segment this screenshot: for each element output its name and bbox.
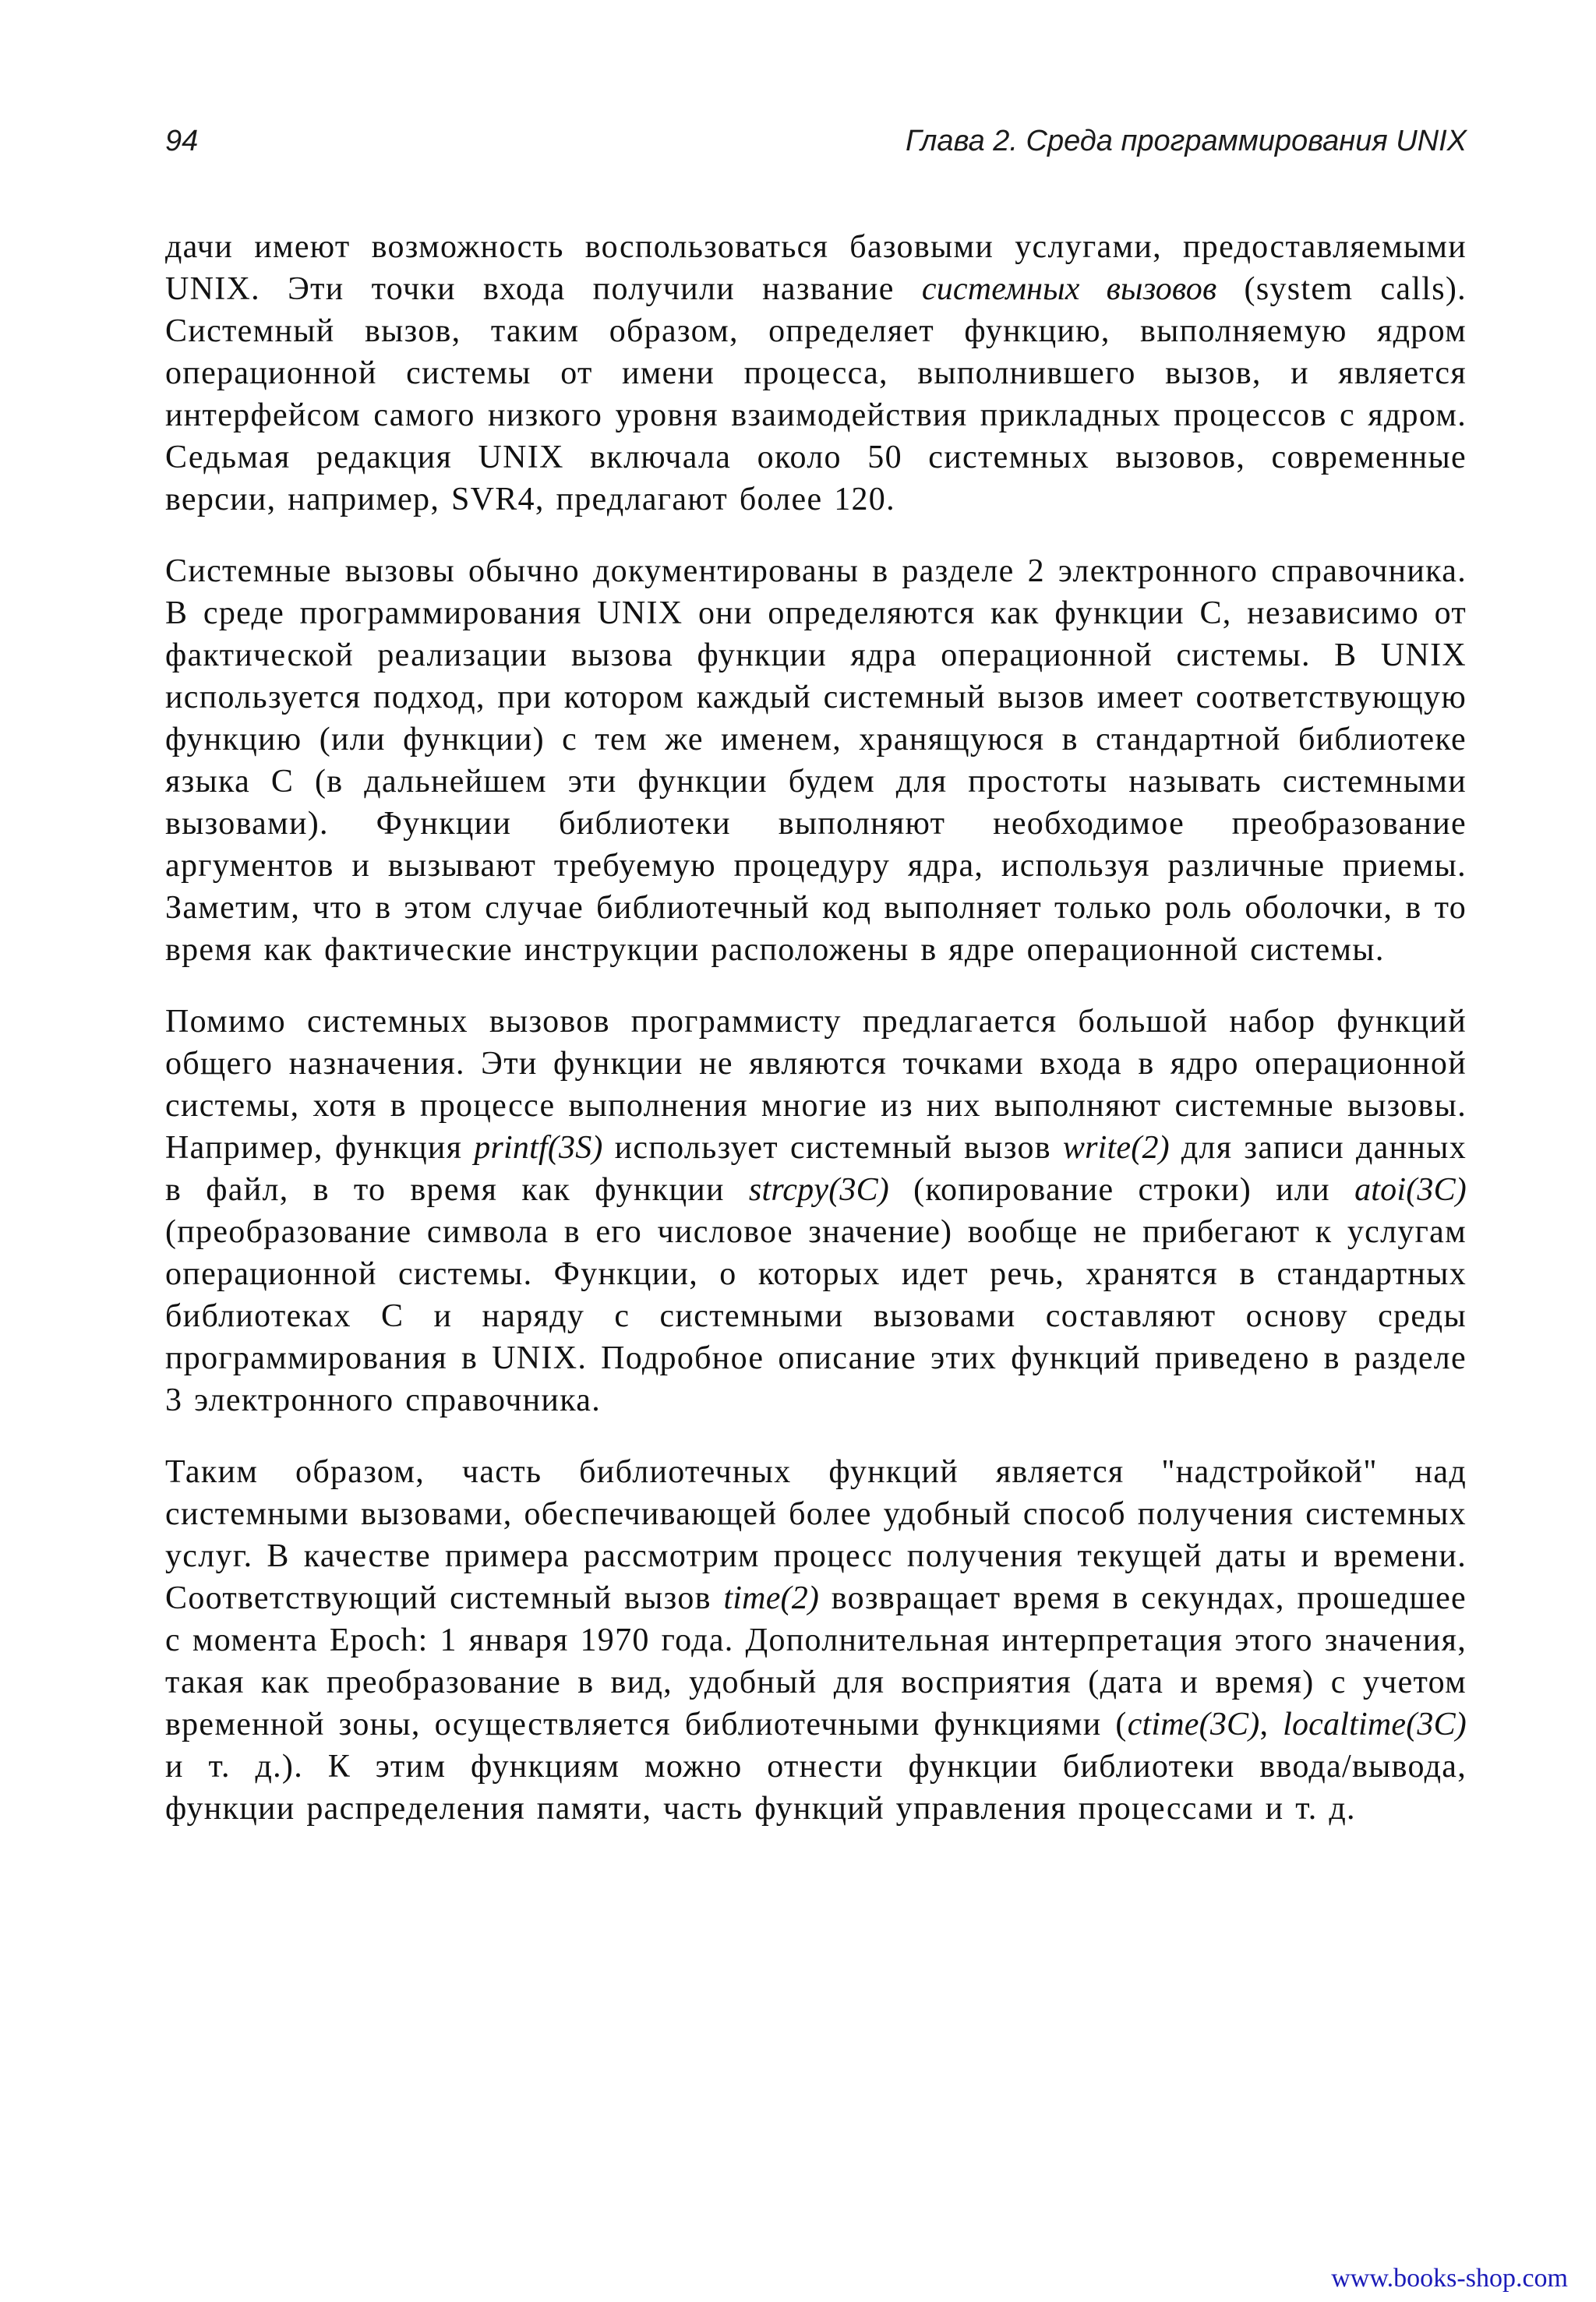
function-ctime: ctime(3C)	[1127, 1707, 1260, 1742]
paragraph-1-text-b: (system calls). Системный вызов, таким образом, определяет функцию, выполняемую ядром операционной системы от имени процесса, выполнившего вызов, и является интерфейсом самого низкого уровня взаимодействия прикладных процессов с ядром. Седьмая редакция UNIX включала около 50 системных вызовов, современные версии, например, SVR4, предлагают более 120.	[165, 271, 1467, 517]
paragraph-4-text-b: возвращает время в секундах, прошедшее с момента Epoch: 1 января 1970 года. Дополнительная интерпретация этого значения, такая как преобразование в вид, удобный для восприятия (дата и время) с учетом временной зоны, осуществляется библиотечными функциями (	[165, 1580, 1467, 1742]
function-time: time(2)	[723, 1580, 820, 1616]
paragraph-3-text-e: (преобразование символа в его числовое значение) вообще не прибегают к услугам операционной системы. Функции, о которых идет речь, хранятся в стандартных библиотеках С и наряду с системными вызовами составляют основу среды программирования в UNIX. Подробное описание этих функций приведено в разделе 3 электронного справочника.	[165, 1214, 1467, 1418]
function-write: write(2)	[1062, 1130, 1170, 1166]
function-printf: printf(3S)	[474, 1130, 603, 1166]
function-strcpy: strcpy(3C)	[748, 1172, 889, 1208]
paragraph-3-text-c: для записи данных в файл, в то время как функции	[165, 1130, 1467, 1208]
page-header	[165, 125, 1467, 171]
function-localtime: localtime(3C)	[1283, 1707, 1467, 1742]
paragraph-3	[165, 1001, 1467, 1421]
paragraph-2: Системные вызовы обычно документированы в разделе 2 электронного справочника. В среде программирования UNIX они определяются как функции С, независимо от фактической реализации вызова функции ядра операционной системы. В UNIX используется подход, при котором каждый системный вызов имеет соответствующую функцию (или функции) с тем же именем, хранящуюся в стандартной библиотеке языка С (в дальнейшем эти функции будем для простоты называть системными вызовами). Функции библиотеки выполняют необходимое преобразование аргументов и вызывают требуемую процедуру ядра, используя различные приемы. Заметим, что в этом случае библиотечный код выполняет только роль оболочки, в то время как фактические инструкции расположены в ядре операционной системы.	[165, 553, 1467, 968]
paragraph-4-text-d: и т. д.). К этим функциям можно отнести функции библиотеки ввода/вывода, функции распределения памяти, часть функций управления процессами и т. д.	[165, 1749, 1467, 1827]
paragraph-3-text-d: (копирование строки) или	[888, 1172, 1355, 1208]
footer-site-link[interactable]: www.books-shop.com	[1331, 2264, 1568, 2293]
paragraph-4-text-c: ,	[1259, 1707, 1284, 1742]
running-title: Глава 2. Среда программирования UNIX	[906, 125, 1467, 157]
page-number: 94	[165, 125, 199, 157]
term-system-calls: системных вызовов	[921, 271, 1217, 307]
paragraph-1	[165, 226, 1467, 521]
paragraph-4	[165, 1451, 1467, 1830]
paragraph-3-text-a: Помимо системных вызовов программисту предлагается большой набор функций общего назначения. Эти функции не являются точками входа в ядро операционной системы, хотя в процессе выполнения многие из них выполняют системные вызовы. Например, функция	[165, 1004, 1467, 1166]
function-atoi: atoi(3C)	[1354, 1172, 1467, 1208]
page-body	[165, 226, 1467, 1859]
paragraph-3-text-b: использует системный вызов	[602, 1130, 1063, 1166]
paragraph-1-text-a: дачи имеют возможность воспользоваться базовыми услугами, предоставляемыми UNIX. Эти точки входа получили название	[165, 229, 1467, 307]
paragraph-4-text-a: Таким образом, часть библиотечных функций является "надстройкой" над системными вызовами, обеспечивающей более удобный способ получения системных услуг. В качестве примера рассмотрим процесс получения текущей даты и времени. Соответствующий системный вызов	[165, 1454, 1467, 1616]
